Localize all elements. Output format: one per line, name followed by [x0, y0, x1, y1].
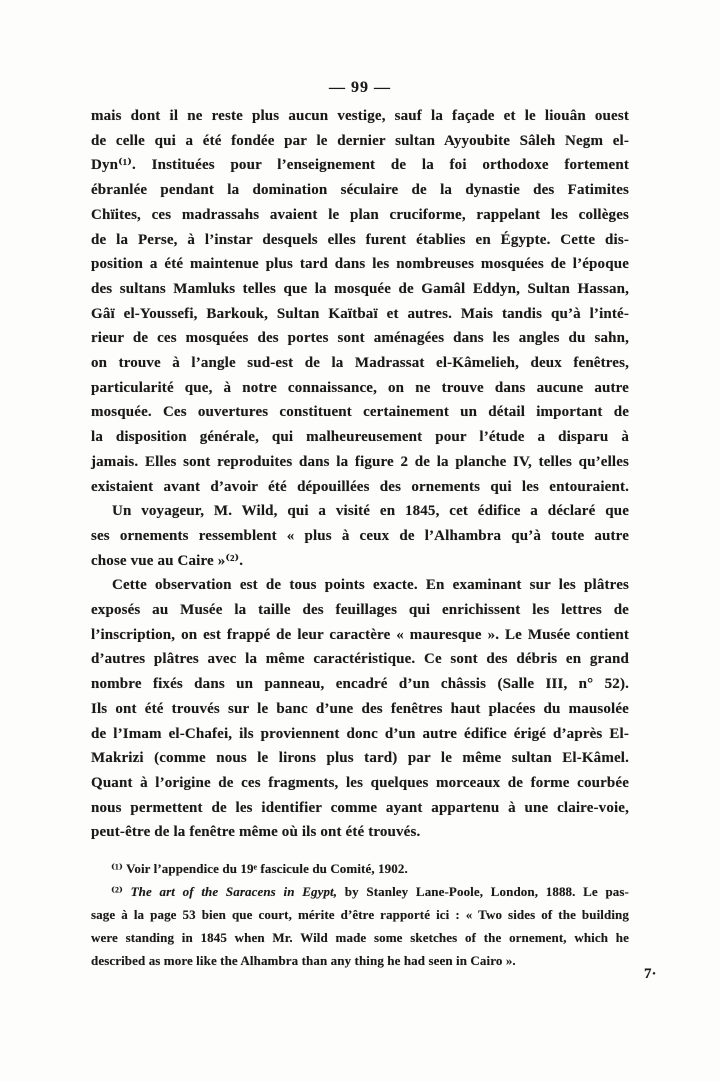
footnote-line [91, 949, 629, 972]
text-line: l’inscription, on est frappé de leur caractère « mauresque ». Le Musée contient [91, 626, 629, 643]
paragraph [91, 573, 629, 845]
text-line: Un voyageur, M. Wild, qui a visité en 1845, cet édifice a déclaré que [112, 503, 629, 520]
body-text [91, 104, 629, 845]
text-line: de la Perse, à l’instar desquels elles furent établies en Égypte. Cette dis- [91, 231, 629, 248]
text-line: d’autres plâtres avec la même caractéristique. Ce sont des débris en grand [91, 651, 629, 668]
footnote-line [91, 903, 629, 926]
paragraph [91, 499, 629, 573]
signature-mark: 7· [644, 966, 657, 982]
text-line: Ils ont été trouvés sur le banc d’une des fenêtres haut placées du mausolée [91, 700, 629, 717]
text-line: nombre fixés dans un panneau, encadré d’un châssis (Salle III, n° 52). [91, 676, 629, 693]
footnote-text: Voir l’appendice du 19ᵉ fascicule du Comité, 1902. [126, 861, 408, 876]
footnote-line [91, 880, 629, 903]
text-line: exposés au Musée la taille des feuillages qui enrichissent les lettres de [91, 602, 629, 619]
text-line: peut-être de la fenêtre même où ils ont été trouvés. [91, 824, 421, 841]
text-line: la disposition générale, qui malheureusement pour l’étude a disparu à [91, 429, 629, 446]
text-line: mosquée. Ces ouvertures constituent certainement un détail important de [91, 404, 629, 421]
text-line: Dyn⁽¹⁾. Instituées pour l’enseignement de la foi orthodoxe fortement [91, 157, 629, 174]
text-line: particularité que, à notre connaissance, on ne trouve dans aucune autre [91, 379, 629, 396]
text-line: de l’Imam el-Chafei, ils proviennent donc d’un autre édifice érigé d’après El- [91, 725, 629, 742]
footnote-text: ⁽²⁾ [111, 884, 131, 899]
footnote-line [91, 926, 629, 949]
footnote-text: by Stanley Lane-Poole, London, 1888. Le pas- [337, 884, 629, 899]
text-line: chose vue au Caire »⁽²⁾. [91, 552, 244, 569]
footnote-text: sage à la page 53 bien que court, mérite d’être rapporté ici : « Two sides of the building [91, 907, 629, 922]
text-line: rieur de ces mosquées des portes sont aménagées dans les angles du sahn, [91, 330, 629, 347]
footnote-italic-title: The art of the Saracens in Egypt, [130, 884, 338, 899]
footnote-text: were standing in 1845 when Mr. Wild made some sketches of the ornement, which he [91, 930, 629, 945]
text-line: mais dont il ne reste plus aucun vestige, sauf la façade et le liouân ouest [91, 108, 629, 124]
text-line: existaient avant d’avoir été dépouillées des ornements qui les entouraient. [91, 478, 629, 495]
footnotes [91, 857, 629, 972]
text-line: Chïites, ces madrassahs avaient le plan cruciforme, rappelant les collèges [91, 206, 629, 223]
text-line: on trouve à l’angle sud-est de la Madrassat el-Kâmelieh, deux fenêtres, [91, 355, 629, 372]
footnote-text: described as more like the Alhambra than any thing he had seen in Cairo ». [91, 953, 516, 968]
paragraph [91, 104, 629, 499]
text-line: de celle qui a été fondée par le dernier sultan Ayyoubite Sâleh Negm el- [91, 132, 629, 149]
text-line: position a été maintenue plus tard dans les nombreuses mosquées de l’époque [91, 256, 629, 273]
text-line: Quant à l’origine de ces fragments, les quelques morceaux de forme courbée [91, 774, 629, 791]
text-line: jamais. Elles sont reproduites dans la figure 2 de la planche IV, telles qu’elles [91, 453, 629, 470]
footnote-text: ⁽¹⁾ [111, 861, 127, 876]
text-line: Gâï el-Youssefi, Barkouk, Sultan Kaïtbaï et autres. Mais tandis qu’à l’inté- [91, 305, 629, 322]
text-line: ébranlée pendant la domination séculaire de la dynastie des Fatimites [91, 182, 629, 199]
page-number: — 99 — [329, 79, 391, 96]
text-line: nous permettent de les identifier comme ayant appartenu à une claire-voie, [91, 799, 629, 816]
text-line: Makrizi (comme nous le lirons plus tard) par le même sultan El-Kâmel. [91, 750, 629, 767]
text-line: Cette observation est de tous points exacte. En examinant sur les plâtres [112, 577, 629, 594]
text-line: des sultans Mamluks telles que la mosquée de Gamâl Eddyn, Sultan Hassan, [91, 280, 629, 297]
footnote-line [91, 857, 629, 880]
text-line: ses ornements ressemblent « plus à ceux de l’Alhambra qu’à toute autre [91, 527, 629, 544]
